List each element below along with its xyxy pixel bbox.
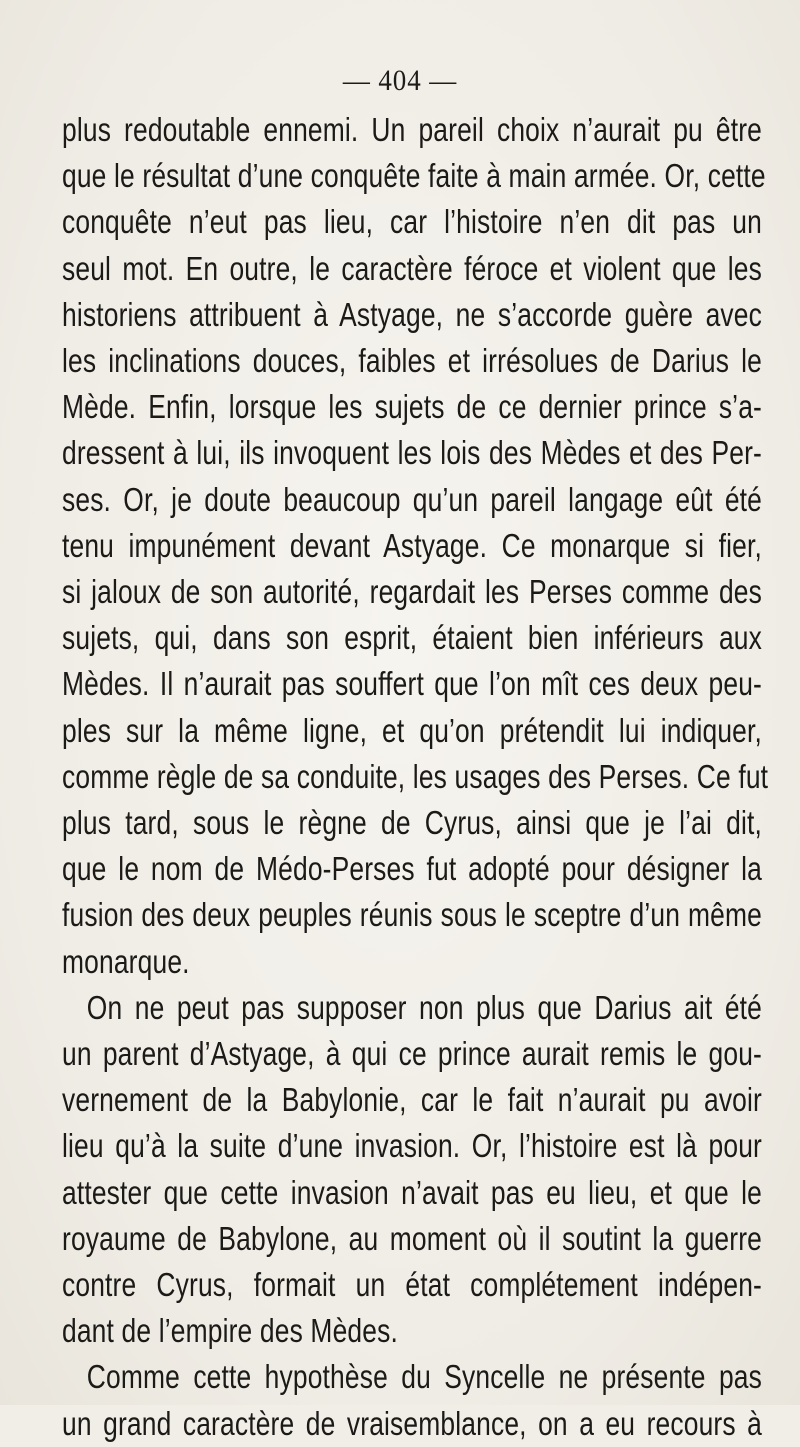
text-line: plus redoutable ennemi. Un pareil choix n’aurait pu être <box>62 111 762 148</box>
text-line: dant de l’empire des Mèdes. <box>62 1312 398 1350</box>
text-line: vernement de la Babylonie, car le fait n’aurait pu avoir <box>62 1081 762 1119</box>
text-line: ples sur la même ligne, et qu’on prétendit lui indiquer, <box>62 711 762 749</box>
text-line: monarque. <box>62 942 190 980</box>
text-line: Mède. Enfin, lorsque les sujets de ce dernier prince s’a- <box>62 388 762 426</box>
text-line: plus tard, sous le règne de Cyrus, ainsi que je l’ai dit, <box>62 804 762 842</box>
text-line: historiens attribuent à Astyage, ne s’accorde guère avec <box>62 295 762 333</box>
text-line: que le nom de Médo-Perses fut adopté pour désigner la <box>62 850 762 888</box>
text-line: On ne peut pas supposer non plus que Darius ait été <box>86 988 763 1026</box>
text-line: attester que cette invasion n’avait pas eu lieu, et que le <box>62 1173 762 1211</box>
text-line: un grand caractère de vraisemblance, on a eu recours à <box>62 1404 762 1442</box>
text-line: sujets, qui, dans son esprit, étaient bien inférieurs aux <box>62 619 762 657</box>
text-line: conquête n’eut pas lieu, car l’histoire n’en dit pas un <box>62 203 762 241</box>
page-number: — 404 — <box>342 64 458 97</box>
text-line: lieu qu’à la suite d’une invasion. Or, l’histoire est là pour <box>62 1127 762 1165</box>
text-line: Comme cette hypothèse du Syncelle ne présente pas <box>86 1358 763 1396</box>
text-line: Mèdes. Il n’aurait pas souffert que l’on mît ces deux peu- <box>62 665 762 703</box>
text-line: contre Cyrus, formait un état complétement indépen- <box>62 1266 762 1304</box>
text-line: un parent d’Astyage, à qui ce prince aurait remis le gou- <box>62 1035 762 1073</box>
text-line: dressent à lui, ils invoquent les lois des Mèdes et des Per- <box>62 434 762 472</box>
text-line: comme règle de sa conduite, les usages des Perses. Ce fut <box>62 757 769 795</box>
text-line: seul mot. En outre, le caractère féroce et violent que les <box>62 249 762 287</box>
text-line: que le résultat d’une conquête faite à main armée. Or, cette <box>62 157 766 195</box>
text-line: tenu impunément devant Astyage. Ce monarque si fier, <box>62 526 762 564</box>
text-line: si jaloux de son autorité, regardait les Perses comme des <box>62 573 762 611</box>
text-line: fusion des deux peuples réunis sous le sceptre d’un même <box>62 896 762 934</box>
body-text <box>62 107 769 1447</box>
text-line: les inclinations douces, faibles et irrésolues de Darius le <box>62 342 762 380</box>
text-line: royaume de Babylone, au moment où il soutint la guerre <box>62 1219 762 1257</box>
text-line: ses. Or, je doute beaucoup qu’un pareil langage eût été <box>62 480 762 518</box>
